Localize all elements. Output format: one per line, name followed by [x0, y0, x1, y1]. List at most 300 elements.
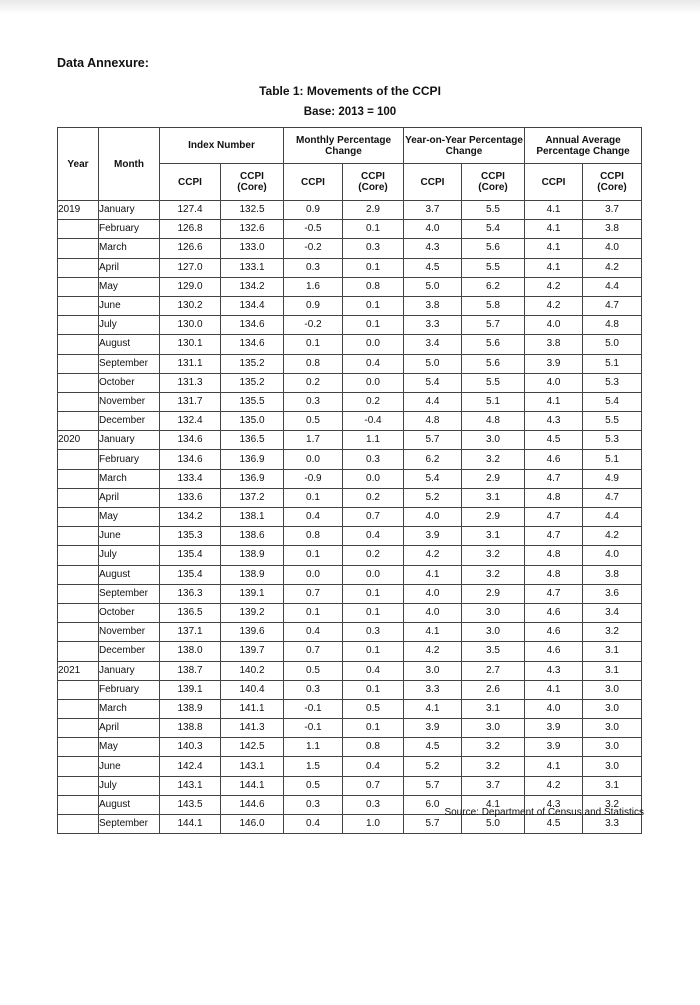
cell-month: August — [99, 335, 160, 354]
cell-annual-ccpi: 4.6 — [525, 642, 583, 661]
cell-yoy-ccpi: 3.3 — [404, 316, 462, 335]
cell-monthly-ccpi: 0.7 — [284, 642, 343, 661]
cell-annual-ccpi: 4.2 — [525, 277, 583, 296]
table-row — [58, 258, 642, 277]
cell-monthly-ccpi: -0.2 — [284, 316, 343, 335]
cell-annual-ccpi: 4.1 — [525, 680, 583, 699]
cell-ccpi-core-index: 142.5 — [221, 738, 284, 757]
cell-monthly-ccpi-core: 0.3 — [343, 239, 404, 258]
cell-yoy-ccpi: 3.0 — [404, 661, 462, 680]
cell-ccpi-core-index: 132.5 — [221, 201, 284, 220]
cell-yoy-ccpi: 5.7 — [404, 815, 462, 834]
cell-ccpi-index: 126.6 — [160, 239, 221, 258]
cell-annual-ccpi: 4.6 — [525, 603, 583, 622]
cell-monthly-ccpi-core: 0.8 — [343, 738, 404, 757]
cell-yoy-ccpi: 5.2 — [404, 488, 462, 507]
cell-monthly-ccpi: 0.5 — [284, 776, 343, 795]
cell-ccpi-index: 133.6 — [160, 488, 221, 507]
table-row — [58, 584, 642, 603]
cell-monthly-ccpi-core: 0.1 — [343, 296, 404, 315]
cell-annual-ccpi: 4.2 — [525, 776, 583, 795]
cell-yoy-ccpi-core: 3.1 — [462, 527, 525, 546]
cell-ccpi-index: 143.5 — [160, 795, 221, 814]
cell-yoy-ccpi-core: 5.5 — [462, 258, 525, 277]
cell-monthly-ccpi-core: 0.5 — [343, 699, 404, 718]
table-row — [58, 450, 642, 469]
cell-year — [58, 757, 99, 776]
table-row — [58, 738, 642, 757]
cell-yoy-ccpi-core: 2.9 — [462, 584, 525, 603]
header-index-number: Index Number — [160, 128, 284, 164]
cell-annual-ccpi-core: 5.4 — [583, 392, 642, 411]
cell-annual-ccpi: 4.8 — [525, 565, 583, 584]
cell-yoy-ccpi: 4.0 — [404, 584, 462, 603]
cell-ccpi-index: 143.1 — [160, 776, 221, 795]
cell-month: August — [99, 565, 160, 584]
cell-monthly-ccpi-core: -0.4 — [343, 412, 404, 431]
cell-yoy-ccpi: 4.4 — [404, 392, 462, 411]
cell-annual-ccpi-core: 4.4 — [583, 277, 642, 296]
cell-ccpi-index: 139.1 — [160, 680, 221, 699]
cell-yoy-ccpi-core: 5.8 — [462, 296, 525, 315]
table-row — [58, 335, 642, 354]
cell-yoy-ccpi: 5.2 — [404, 757, 462, 776]
cell-yoy-ccpi-core: 2.6 — [462, 680, 525, 699]
cell-ccpi-index: 133.4 — [160, 469, 221, 488]
cell-ccpi-core-index: 132.6 — [221, 220, 284, 239]
source-note: Source: Department of Census and Statistics — [444, 807, 644, 818]
cell-annual-ccpi: 4.7 — [525, 584, 583, 603]
cell-yoy-ccpi-core: 3.5 — [462, 642, 525, 661]
table-row — [58, 488, 642, 507]
cell-ccpi-core-index: 133.1 — [221, 258, 284, 277]
cell-yoy-ccpi-core: 2.9 — [462, 469, 525, 488]
cell-year — [58, 488, 99, 507]
cell-yoy-ccpi-core: 3.2 — [462, 450, 525, 469]
cell-annual-ccpi-core: 5.3 — [583, 373, 642, 392]
cell-yoy-ccpi: 5.0 — [404, 277, 462, 296]
cell-annual-ccpi-core: 4.0 — [583, 239, 642, 258]
cell-monthly-ccpi: 0.9 — [284, 296, 343, 315]
cell-yoy-ccpi: 3.7 — [404, 201, 462, 220]
cell-yoy-ccpi: 4.5 — [404, 738, 462, 757]
cell-monthly-ccpi: 0.7 — [284, 584, 343, 603]
cell-monthly-ccpi: 1.6 — [284, 277, 343, 296]
cell-month: August — [99, 795, 160, 814]
cell-ccpi-core-index: 138.9 — [221, 546, 284, 565]
cell-monthly-ccpi-core: 0.1 — [343, 603, 404, 622]
cell-annual-ccpi-core: 4.8 — [583, 316, 642, 335]
cell-yoy-ccpi-core: 3.0 — [462, 603, 525, 622]
cell-annual-ccpi-core: 3.6 — [583, 584, 642, 603]
cell-month: January — [99, 431, 160, 450]
table-row — [58, 699, 642, 718]
cell-year: 2019 — [58, 201, 99, 220]
cell-year — [58, 738, 99, 757]
table-row — [58, 642, 642, 661]
table-row — [58, 757, 642, 776]
cell-ccpi-index: 134.6 — [160, 450, 221, 469]
cell-yoy-ccpi-core: 5.5 — [462, 373, 525, 392]
cell-annual-ccpi: 4.1 — [525, 201, 583, 220]
cell-monthly-ccpi-core: 0.4 — [343, 354, 404, 373]
cell-year — [58, 623, 99, 642]
cell-monthly-ccpi-core: 1.0 — [343, 815, 404, 834]
header-yoy-change: Year-on-Year Percentage Change — [404, 128, 525, 164]
cell-annual-ccpi-core: 4.9 — [583, 469, 642, 488]
cell-month: February — [99, 220, 160, 239]
cell-yoy-ccpi-core: 3.1 — [462, 488, 525, 507]
cell-month: October — [99, 603, 160, 622]
cell-ccpi-index: 136.5 — [160, 603, 221, 622]
cell-ccpi-index: 126.8 — [160, 220, 221, 239]
cell-annual-ccpi: 4.0 — [525, 699, 583, 718]
cell-year — [58, 815, 99, 834]
cell-month: July — [99, 316, 160, 335]
cell-yoy-ccpi-core: 3.2 — [462, 565, 525, 584]
page-top-edge — [0, 0, 700, 14]
table-base-note: Base: 2013 = 100 — [303, 106, 397, 118]
cell-month: April — [99, 488, 160, 507]
cell-ccpi-index: 131.1 — [160, 354, 221, 373]
cell-ccpi-index: 135.3 — [160, 527, 221, 546]
cell-year — [58, 277, 99, 296]
cell-yoy-ccpi: 4.1 — [404, 699, 462, 718]
cell-year — [58, 776, 99, 795]
cell-monthly-ccpi-core: 0.0 — [343, 335, 404, 354]
cell-month: April — [99, 719, 160, 738]
cell-ccpi-index: 138.9 — [160, 699, 221, 718]
cell-month: January — [99, 661, 160, 680]
cell-monthly-ccpi: -0.5 — [284, 220, 343, 239]
cell-month: June — [99, 527, 160, 546]
cell-monthly-ccpi-core: 0.4 — [343, 661, 404, 680]
table-row — [58, 565, 642, 584]
cell-annual-ccpi: 4.1 — [525, 220, 583, 239]
cell-ccpi-index: 129.0 — [160, 277, 221, 296]
cell-yoy-ccpi: 4.0 — [404, 603, 462, 622]
cell-monthly-ccpi-core: 0.4 — [343, 757, 404, 776]
cell-month: October — [99, 373, 160, 392]
cell-yoy-ccpi: 4.8 — [404, 412, 462, 431]
cell-yoy-ccpi: 4.5 — [404, 258, 462, 277]
cell-yoy-ccpi-core: 3.0 — [462, 719, 525, 738]
cell-annual-ccpi-core: 3.3 — [583, 815, 642, 834]
cell-annual-ccpi: 4.0 — [525, 373, 583, 392]
cell-annual-ccpi: 3.9 — [525, 354, 583, 373]
cell-year — [58, 450, 99, 469]
cell-monthly-ccpi-core: 0.1 — [343, 316, 404, 335]
cell-annual-ccpi-core: 3.1 — [583, 661, 642, 680]
cell-annual-ccpi-core: 5.3 — [583, 431, 642, 450]
cell-yoy-ccpi-core: 5.1 — [462, 392, 525, 411]
cell-annual-ccpi: 4.2 — [525, 296, 583, 315]
cell-monthly-ccpi-core: 0.1 — [343, 680, 404, 699]
cell-annual-ccpi: 4.8 — [525, 546, 583, 565]
cell-monthly-ccpi: 1.1 — [284, 738, 343, 757]
cell-ccpi-core-index: 139.1 — [221, 584, 284, 603]
cell-yoy-ccpi-core: 5.6 — [462, 354, 525, 373]
cell-annual-ccpi-core: 4.4 — [583, 508, 642, 527]
cell-monthly-ccpi-core: 1.1 — [343, 431, 404, 450]
cell-ccpi-core-index: 144.6 — [221, 795, 284, 814]
cell-yoy-ccpi: 3.8 — [404, 296, 462, 315]
cell-yoy-ccpi: 6.2 — [404, 450, 462, 469]
subheader-ccpi: CCPI — [404, 164, 462, 201]
cell-year — [58, 565, 99, 584]
cell-ccpi-core-index: 134.6 — [221, 316, 284, 335]
cell-monthly-ccpi: 0.4 — [284, 508, 343, 527]
cell-monthly-ccpi: 1.7 — [284, 431, 343, 450]
cell-annual-ccpi-core: 3.2 — [583, 623, 642, 642]
cell-yoy-ccpi: 4.1 — [404, 623, 462, 642]
cell-month: May — [99, 277, 160, 296]
cell-ccpi-index: 142.4 — [160, 757, 221, 776]
cell-month: November — [99, 623, 160, 642]
cell-year — [58, 296, 99, 315]
cell-ccpi-index: 137.1 — [160, 623, 221, 642]
cell-monthly-ccpi: 1.5 — [284, 757, 343, 776]
cell-monthly-ccpi: -0.1 — [284, 719, 343, 738]
subheader-ccpi-core: CCPI (Core) — [462, 164, 525, 201]
cell-monthly-ccpi: 0.9 — [284, 201, 343, 220]
cell-ccpi-core-index: 133.0 — [221, 239, 284, 258]
cell-monthly-ccpi-core: 0.1 — [343, 220, 404, 239]
cell-ccpi-core-index: 138.1 — [221, 508, 284, 527]
cell-ccpi-core-index: 140.2 — [221, 661, 284, 680]
cell-yoy-ccpi-core: 5.6 — [462, 335, 525, 354]
cell-yoy-ccpi: 5.4 — [404, 373, 462, 392]
cell-yoy-ccpi: 4.0 — [404, 508, 462, 527]
cell-ccpi-index: 138.0 — [160, 642, 221, 661]
cell-year — [58, 373, 99, 392]
subheader-ccpi-core: CCPI (Core) — [583, 164, 642, 201]
cell-year — [58, 258, 99, 277]
table-row — [58, 661, 642, 680]
cell-monthly-ccpi-core: 2.9 — [343, 201, 404, 220]
cell-month: December — [99, 642, 160, 661]
cell-annual-ccpi-core: 4.7 — [583, 296, 642, 315]
cell-monthly-ccpi-core: 0.4 — [343, 527, 404, 546]
cell-monthly-ccpi: 0.1 — [284, 335, 343, 354]
cell-monthly-ccpi: 0.0 — [284, 565, 343, 584]
cell-annual-ccpi-core: 3.0 — [583, 680, 642, 699]
cell-yoy-ccpi: 5.7 — [404, 431, 462, 450]
cell-annual-ccpi-core: 3.4 — [583, 603, 642, 622]
cell-monthly-ccpi: 0.5 — [284, 412, 343, 431]
cell-annual-ccpi: 4.6 — [525, 450, 583, 469]
cell-annual-ccpi: 4.3 — [525, 661, 583, 680]
cell-monthly-ccpi: 0.4 — [284, 815, 343, 834]
cell-yoy-ccpi-core: 3.2 — [462, 738, 525, 757]
cell-monthly-ccpi: 0.8 — [284, 527, 343, 546]
cell-ccpi-core-index: 144.1 — [221, 776, 284, 795]
cell-annual-ccpi: 4.8 — [525, 488, 583, 507]
header-monthly-change: Monthly Percentage Change — [284, 128, 404, 164]
cell-month: March — [99, 239, 160, 258]
cell-month: June — [99, 757, 160, 776]
table-row — [58, 296, 642, 315]
table-row — [58, 719, 642, 738]
subheader-ccpi: CCPI — [525, 164, 583, 201]
cell-ccpi-core-index: 139.2 — [221, 603, 284, 622]
cell-year — [58, 316, 99, 335]
cell-monthly-ccpi-core: 0.3 — [343, 795, 404, 814]
cell-monthly-ccpi-core: 0.1 — [343, 719, 404, 738]
cell-year — [58, 412, 99, 431]
cell-yoy-ccpi: 5.7 — [404, 776, 462, 795]
cell-monthly-ccpi-core: 0.0 — [343, 373, 404, 392]
cell-ccpi-index: 138.8 — [160, 719, 221, 738]
cell-monthly-ccpi: 0.3 — [284, 795, 343, 814]
cell-monthly-ccpi: 0.3 — [284, 680, 343, 699]
cell-ccpi-index: 127.0 — [160, 258, 221, 277]
cell-annual-ccpi: 3.9 — [525, 738, 583, 757]
cell-yoy-ccpi: 3.4 — [404, 335, 462, 354]
cell-ccpi-core-index: 140.4 — [221, 680, 284, 699]
cell-annual-ccpi-core: 4.0 — [583, 546, 642, 565]
cell-ccpi-index: 134.6 — [160, 431, 221, 450]
cell-yoy-ccpi-core: 5.6 — [462, 239, 525, 258]
cell-yoy-ccpi: 3.9 — [404, 719, 462, 738]
cell-ccpi-index: 127.4 — [160, 201, 221, 220]
cell-monthly-ccpi-core: 0.7 — [343, 776, 404, 795]
cell-annual-ccpi-core: 3.8 — [583, 565, 642, 584]
cell-annual-ccpi: 4.1 — [525, 757, 583, 776]
cell-monthly-ccpi-core: 0.7 — [343, 508, 404, 527]
cell-annual-ccpi: 4.1 — [525, 239, 583, 258]
cell-ccpi-core-index: 139.7 — [221, 642, 284, 661]
cell-monthly-ccpi: 0.0 — [284, 450, 343, 469]
cell-ccpi-core-index: 134.2 — [221, 277, 284, 296]
cell-month: March — [99, 469, 160, 488]
cell-year — [58, 699, 99, 718]
cell-monthly-ccpi-core: 0.1 — [343, 642, 404, 661]
cell-annual-ccpi: 4.7 — [525, 469, 583, 488]
cell-monthly-ccpi-core: 0.8 — [343, 277, 404, 296]
header-annual-average-change: Annual Average Percentage Change — [525, 128, 642, 164]
cell-monthly-ccpi-core: 0.1 — [343, 584, 404, 603]
header-month: Month — [99, 128, 160, 201]
cell-monthly-ccpi: 0.3 — [284, 258, 343, 277]
cell-annual-ccpi: 4.1 — [525, 392, 583, 411]
cell-ccpi-core-index: 143.1 — [221, 757, 284, 776]
cell-ccpi-core-index: 134.6 — [221, 335, 284, 354]
cell-monthly-ccpi-core: 0.2 — [343, 546, 404, 565]
table-row — [58, 373, 642, 392]
cell-month: November — [99, 392, 160, 411]
cell-monthly-ccpi: 0.3 — [284, 392, 343, 411]
table-row — [58, 220, 642, 239]
table-row — [58, 316, 642, 335]
cell-ccpi-index: 136.3 — [160, 584, 221, 603]
cell-monthly-ccpi: 0.1 — [284, 488, 343, 507]
cell-month: September — [99, 815, 160, 834]
cell-yoy-ccpi: 5.0 — [404, 354, 462, 373]
cell-year — [58, 527, 99, 546]
table-row — [58, 623, 642, 642]
cell-yoy-ccpi-core: 6.2 — [462, 277, 525, 296]
cell-annual-ccpi-core: 3.7 — [583, 201, 642, 220]
cell-ccpi-core-index: 138.6 — [221, 527, 284, 546]
cell-ccpi-index: 144.1 — [160, 815, 221, 834]
cell-month: May — [99, 738, 160, 757]
cell-month: May — [99, 508, 160, 527]
table-row — [58, 392, 642, 411]
table-row — [58, 201, 642, 220]
cell-ccpi-core-index: 136.5 — [221, 431, 284, 450]
cell-ccpi-core-index: 138.9 — [221, 565, 284, 584]
cell-yoy-ccpi-core: 5.5 — [462, 201, 525, 220]
cell-yoy-ccpi-core: 3.1 — [462, 699, 525, 718]
cell-annual-ccpi-core: 3.0 — [583, 757, 642, 776]
table-row — [58, 776, 642, 795]
cell-ccpi-index: 134.2 — [160, 508, 221, 527]
cell-ccpi-core-index: 134.4 — [221, 296, 284, 315]
header-year: Year — [58, 128, 99, 201]
cell-yoy-ccpi: 4.3 — [404, 239, 462, 258]
cell-annual-ccpi-core: 3.0 — [583, 699, 642, 718]
cell-ccpi-index: 130.1 — [160, 335, 221, 354]
cell-yoy-ccpi-core: 3.2 — [462, 757, 525, 776]
cell-annual-ccpi-core: 3.1 — [583, 642, 642, 661]
cell-annual-ccpi-core: 4.2 — [583, 258, 642, 277]
cell-yoy-ccpi-core: 4.8 — [462, 412, 525, 431]
cell-month: July — [99, 776, 160, 795]
cell-monthly-ccpi: 0.2 — [284, 373, 343, 392]
cell-month: September — [99, 354, 160, 373]
cell-ccpi-core-index: 136.9 — [221, 469, 284, 488]
cell-year: 2021 — [58, 661, 99, 680]
cell-year — [58, 795, 99, 814]
cell-month: July — [99, 546, 160, 565]
cell-ccpi-index: 132.4 — [160, 412, 221, 431]
cell-yoy-ccpi-core: 4.1 — [462, 795, 525, 814]
subheader-ccpi-core: CCPI (Core) — [221, 164, 284, 201]
cell-annual-ccpi-core: 4.7 — [583, 488, 642, 507]
cell-annual-ccpi-core: 3.2 — [583, 795, 642, 814]
cell-year — [58, 354, 99, 373]
cell-year — [58, 603, 99, 622]
table-row — [58, 603, 642, 622]
table-row — [58, 546, 642, 565]
cell-year — [58, 584, 99, 603]
cell-monthly-ccpi: -0.9 — [284, 469, 343, 488]
cell-ccpi-core-index: 146.0 — [221, 815, 284, 834]
cell-year — [58, 546, 99, 565]
data-annexure-heading: Data Annexure: — [57, 56, 149, 70]
cell-month: April — [99, 258, 160, 277]
cell-year — [58, 642, 99, 661]
cell-monthly-ccpi-core: 0.0 — [343, 469, 404, 488]
cell-annual-ccpi-core: 5.1 — [583, 354, 642, 373]
cell-year — [58, 469, 99, 488]
cell-year — [58, 239, 99, 258]
cell-ccpi-index: 140.3 — [160, 738, 221, 757]
cell-annual-ccpi-core: 5.1 — [583, 450, 642, 469]
cell-ccpi-core-index: 137.2 — [221, 488, 284, 507]
cell-yoy-ccpi: 4.0 — [404, 220, 462, 239]
cell-yoy-ccpi: 4.2 — [404, 546, 462, 565]
cell-monthly-ccpi: 0.1 — [284, 603, 343, 622]
cell-annual-ccpi-core: 3.0 — [583, 738, 642, 757]
cell-annual-ccpi: 4.7 — [525, 527, 583, 546]
cell-annual-ccpi: 4.7 — [525, 508, 583, 527]
cell-month: September — [99, 584, 160, 603]
cell-monthly-ccpi: 0.1 — [284, 546, 343, 565]
table-title: Table 1: Movements of the CCPI — [259, 84, 441, 98]
cell-ccpi-core-index: 139.6 — [221, 623, 284, 642]
